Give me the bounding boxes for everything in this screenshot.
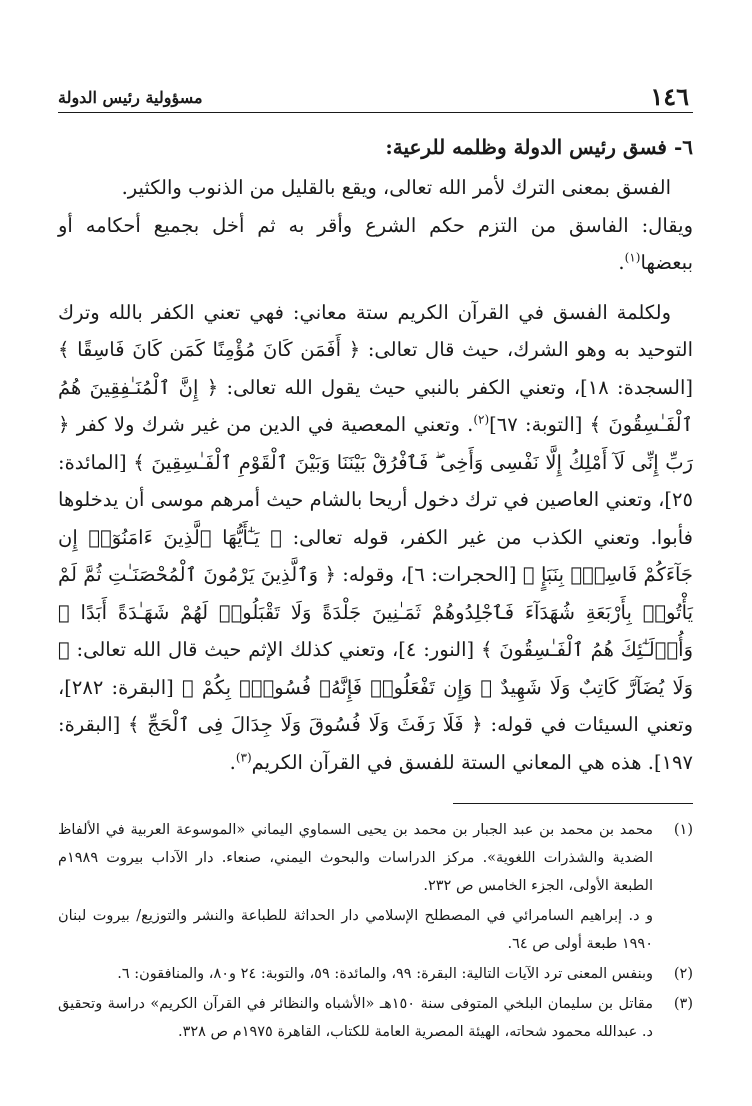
paragraph-text: . وتعني المعصية في الدين من غير شرك ولا كفر ﴿ رَبِّ إِنِّى لَآ أَمْلِكُ إِلَّا نَفْسِى وَأَخِى ۖ فَٱفْرُقْ بَيْنَنَا وَبَيْنَ ٱلْقَوْمِ ٱلْفَـٰسِقِينَ ﴾ [المائدة: ٢٥]، وتعني العاصين في ترك دخول أريحا بالشام حيث أمرهم موسى أن يدخلوها فأبوا. وتعني الكذب من غير الكفر، قوله تعالى: ﴿ يَـٰٓأَيُّهَا ٱلَّذِينَ ءَامَنُوٓا۟ إِن جَآءَكُمْ فَاسِقٌۢ بِنَبَإٍ ﴾ [الحجرات: ٦]، وقوله: ﴿ وَٱلَّذِينَ يَرْمُونَ ٱلْمُحْصَنَـٰتِ ثُمَّ لَمْ يَأْتُوا۟ بِأَرْبَعَةِ شُهَدَآءَ فَٱجْلِدُوهُمْ ثَمَـٰنِينَ جَلْدَةً وَلَا تَقْبَلُوا۟ لَهُمْ شَهَـٰدَةً أَبَدًا ۚ وَأُو۟لَـٰٓئِكَ هُمُ ٱلْفَـٰسِقُونَ ﴾ [النور: ٤]، وتعني كذلك الإثم حيث قال الله تعالى: ﴿ وَلَا يُضَآرَّ كَاتِبٌ وَلَا شَهِيدٌ ۚ وَإِن تَفْعَلُوا۟ فَإِنَّهُۥ فُسُوقٌۢ بِكُمْ ﴾ [البقرة: ٢٨٢]، وتعني السيئات في قوله: ﴿ فَلَا رَفَثَ وَلَا فُسُوقَ وَلَا جِدَالَ فِى ٱلْحَجِّ ﴾ [البقرة: ١٩٧]. هذه هي المعاني الستة للفسق في القرآن الكريم (58, 413, 693, 774)
footnote-ref-1[interactable]: (١) (624, 250, 641, 265)
footnote-divider (453, 803, 693, 804)
footnote-2 (58, 960, 693, 988)
paragraph-end: . (618, 251, 625, 274)
footnote-text: محمد بن محمد بن عبد الجبار بن محمد بن يحيى السماوي اليماني «الموسوعة العربية في الألفاظ الضدية والشذرات اللغوية». مركز الدراسات والبحوث اليمني، صنعاء. دار الآداب بيروت ١٩٨٩م الطبعة الأولى، الجزء الخامس ص ٢٣٢. (58, 822, 653, 894)
footnote-1 (58, 816, 693, 900)
paragraph-fasiq (58, 207, 693, 282)
footnote-3 (58, 990, 693, 1046)
paragraph-text: ويقال: الفاسق من التزم حكم الشرع وأقر به ثم أخل بجميع أحكامه أو ببعضها (58, 213, 693, 274)
paragraph-meanings (58, 294, 693, 782)
footnote-1-continuation: و د. إبراهيم السامرائي في المصطلح الإسلامي دار الحداثة للطباعة والنشر والتوزيع/ بيروت لبنان ١٩٩٠ طبعة أولى ص ٦٤. (58, 908, 653, 952)
footnote-ref-3[interactable]: (٣) (235, 750, 252, 764)
paragraph-text: الفسق بمعنى الترك لأمر الله تعالى، ويقع بالقليل من الذنوب والكثير. (121, 176, 671, 199)
book-page (58, 82, 693, 1042)
footnote-text: مقاتل بن سليمان البلخي المتوفى سنة ١٥٠هـ «الأشباه والنظائر في القرآن الكريم» دراسة وتحقيق د. عبدالله محمود شحاته، الهيئة المصرية العامة للكتاب، القاهرة ١٩٧٥م ص ٣٢٨. (58, 996, 653, 1040)
paragraph-definition (58, 169, 693, 207)
footnote-number: (١) (673, 822, 693, 838)
footnote-number: (٣) (673, 996, 693, 1012)
running-title: مسؤولية رئيس الدولة (58, 88, 203, 107)
footnote-number: (٢) (673, 966, 693, 982)
page-number: ١٤٦ (650, 82, 689, 111)
footnote-text: وبنفس المعنى ترد الآيات التالية: البقرة: ٩٩، والمائدة: ٥٩، والتوبة: ٢٤ و٨٠، والمنافقون: ٦. (117, 966, 653, 982)
footnote-ref-2[interactable]: (٢) (473, 412, 490, 427)
footnotes (58, 816, 693, 1046)
section-heading: ٦- فسق رئيس الدولة وظلمه للرعية: (385, 135, 693, 159)
page-header (58, 82, 693, 113)
paragraph-end: . (229, 750, 236, 774)
paragraph-text: ولكلمة الفسق في القرآن الكريم ستة معاني: فهي تعني الكفر بالله وترك التوحيد به وهو الشرك، حيث قال تعالى: ﴿ أَفَمَن كَانَ مُؤْمِنًا كَمَن كَانَ فَاسِقًا ﴾ [السجدة: ١٨]، وتعني الكفر بالنبي حيث يقول الله تعالى: ﴿ إِنَّ ٱلْمُنَـٰفِقِينَ هُمُ ٱلْفَـٰسِقُونَ ﴾ [التوبة: ٦٧] (58, 300, 694, 436)
